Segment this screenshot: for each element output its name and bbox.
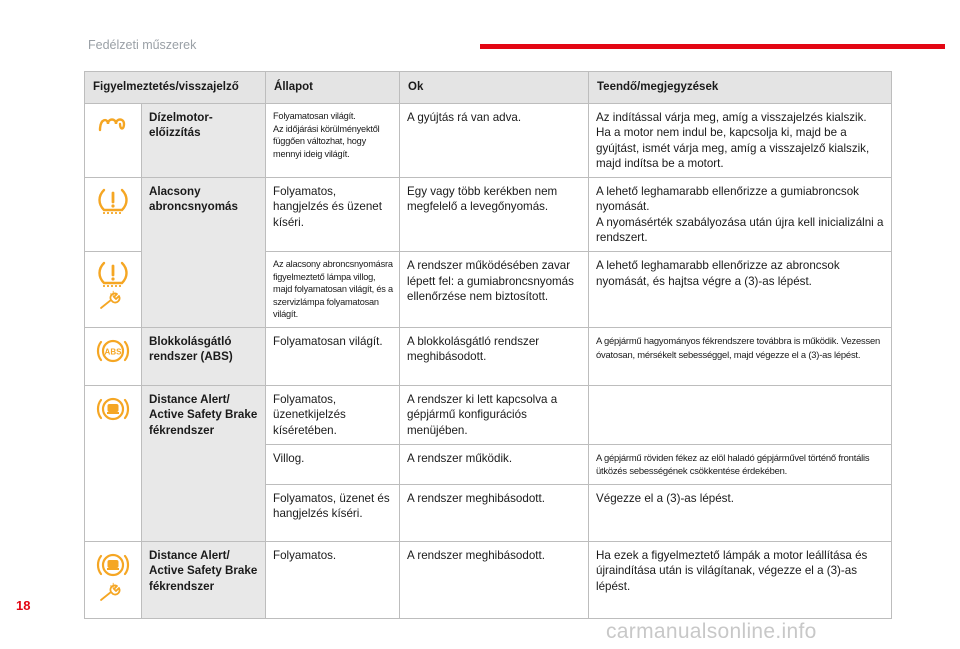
- watermark: carmanualsonline.info: [606, 620, 817, 643]
- tyre-pressure-icon: [97, 260, 129, 288]
- state-cell: Folyamatos, üzenetkijelzés kíséretében.: [266, 385, 400, 444]
- header-accent-bar: [480, 44, 945, 49]
- action-cell: A lehető leghamarabb ellenőrizze a gumiabroncsok nyomását. A nyomásérték szabályozása után újra kell inicializálni a rendszert.: [589, 178, 892, 252]
- glow-plug-icon: [96, 112, 130, 136]
- column-header-cause: Ok: [400, 72, 589, 104]
- action-cell: A lehető leghamarabb ellenőrizze az abroncsok nyomását, és hajtsa végre a (3)-as lépést.: [589, 252, 892, 328]
- table-header-row: [85, 72, 892, 104]
- cause-cell: A rendszer meghibásodott.: [400, 485, 589, 542]
- state-cell: Folyamatos, hangjelzés és üzenet kíséri.: [266, 178, 400, 252]
- distance-alert-icon: [95, 550, 131, 580]
- svg-text:+: +: [109, 289, 118, 301]
- state-cell: Villog.: [266, 444, 400, 484]
- service-wrench-icon: [97, 288, 129, 310]
- warning-name: Distance Alert/ Active Safety Brake fékrendszer: [142, 385, 266, 541]
- action-cell: [589, 385, 892, 444]
- action-cell: A gépjármű hagyományos fékrendszere továbbra is működik. Vezessen óvatosan, mérsékelt sebességgel, majd végezze el a (3)-as lépést.: [589, 327, 892, 385]
- section-title: Fedélzeti műszerek: [88, 38, 197, 52]
- cause-cell: A blokkolásgátló rendszer meghibásodott.: [400, 327, 589, 385]
- abs-icon: [95, 336, 131, 366]
- action-cell: Végezze el a (3)-as lépést.: [589, 485, 892, 542]
- abs-icon-label: ABS: [104, 347, 122, 357]
- distance-alert-icon: [95, 394, 131, 424]
- cause-cell: A rendszer működésében zavar lépett fel: a gumiabroncsnyomás ellenőrzése nem biztosított.: [400, 252, 589, 328]
- warning-lights-table: [84, 71, 892, 619]
- service-wrench-icon: [97, 580, 129, 602]
- page-number: 18: [16, 598, 31, 613]
- cause-cell: A rendszer meghibásodott.: [400, 542, 589, 619]
- warning-name: Blokkolásgátló rendszer (ABS): [142, 327, 266, 385]
- column-header-warning: Figyelmeztetés/visszajelző: [85, 72, 266, 104]
- cause-cell: Egy vagy több kerékben nem megfelelő a levegőnyomás.: [400, 178, 589, 252]
- column-header-state: Állapot: [266, 72, 400, 104]
- tyre-pressure-icon: [97, 186, 129, 216]
- table-row: [85, 104, 892, 178]
- icon-cell: [85, 327, 142, 385]
- table-row: [85, 542, 892, 619]
- cause-cell: A gyújtás rá van adva.: [400, 104, 589, 178]
- table-row: [85, 385, 892, 444]
- svg-text:+: +: [109, 581, 118, 593]
- table-row: [85, 178, 892, 252]
- state-cell: Folyamatosan világít. Az időjárási körülményektől függően változhat, hogy mennyi ideig világít.: [266, 104, 400, 178]
- action-cell: A gépjármű röviden fékez az elöl haladó gépjárművel történő frontális ütközés sebességének csökkentése érdekében.: [589, 444, 892, 484]
- warning-name: Distance Alert/ Active Safety Brake fékrendszer: [142, 542, 266, 619]
- cause-cell: A rendszer ki lett kapcsolva a gépjármű konfigurációs menüjében.: [400, 385, 589, 444]
- icon-cell: [85, 178, 142, 252]
- state-cell: Az alacsony abroncsnyomásra figyelmeztető lámpa villog, majd folyamatosan világít, és a szervizlámpa folyamatosan világít.: [266, 252, 400, 328]
- state-cell: Folyamatos.: [266, 542, 400, 619]
- warning-name: Dízelmotor-előizzítás: [142, 104, 266, 178]
- warning-name: Alacsony abroncsnyomás: [142, 178, 266, 328]
- state-cell: Folyamatosan világít.: [266, 327, 400, 385]
- table-row: [85, 327, 892, 385]
- action-cell: Az indítással várja meg, amíg a visszajelzés kialszik. Ha a motor nem indul be, kapcsolja ki, majd be a gyújtást, ismét várja meg, amíg a visszajelző kialszik, majd indítsa be a motort.: [589, 104, 892, 178]
- icon-cell: [85, 542, 142, 619]
- icon-cell: [85, 252, 142, 328]
- state-cell: Folyamatos, üzenet és hangjelzés kíséri.: [266, 485, 400, 542]
- action-cell: Ha ezek a figyelmeztető lámpák a motor leállítása és újraindítása után is világítanak, végezze el a (3)-as lépést.: [589, 542, 892, 619]
- column-header-action: Teendő/megjegyzések: [589, 72, 892, 104]
- cause-cell: A rendszer működik.: [400, 444, 589, 484]
- icon-cell: [85, 385, 142, 541]
- icon-cell: [85, 104, 142, 178]
